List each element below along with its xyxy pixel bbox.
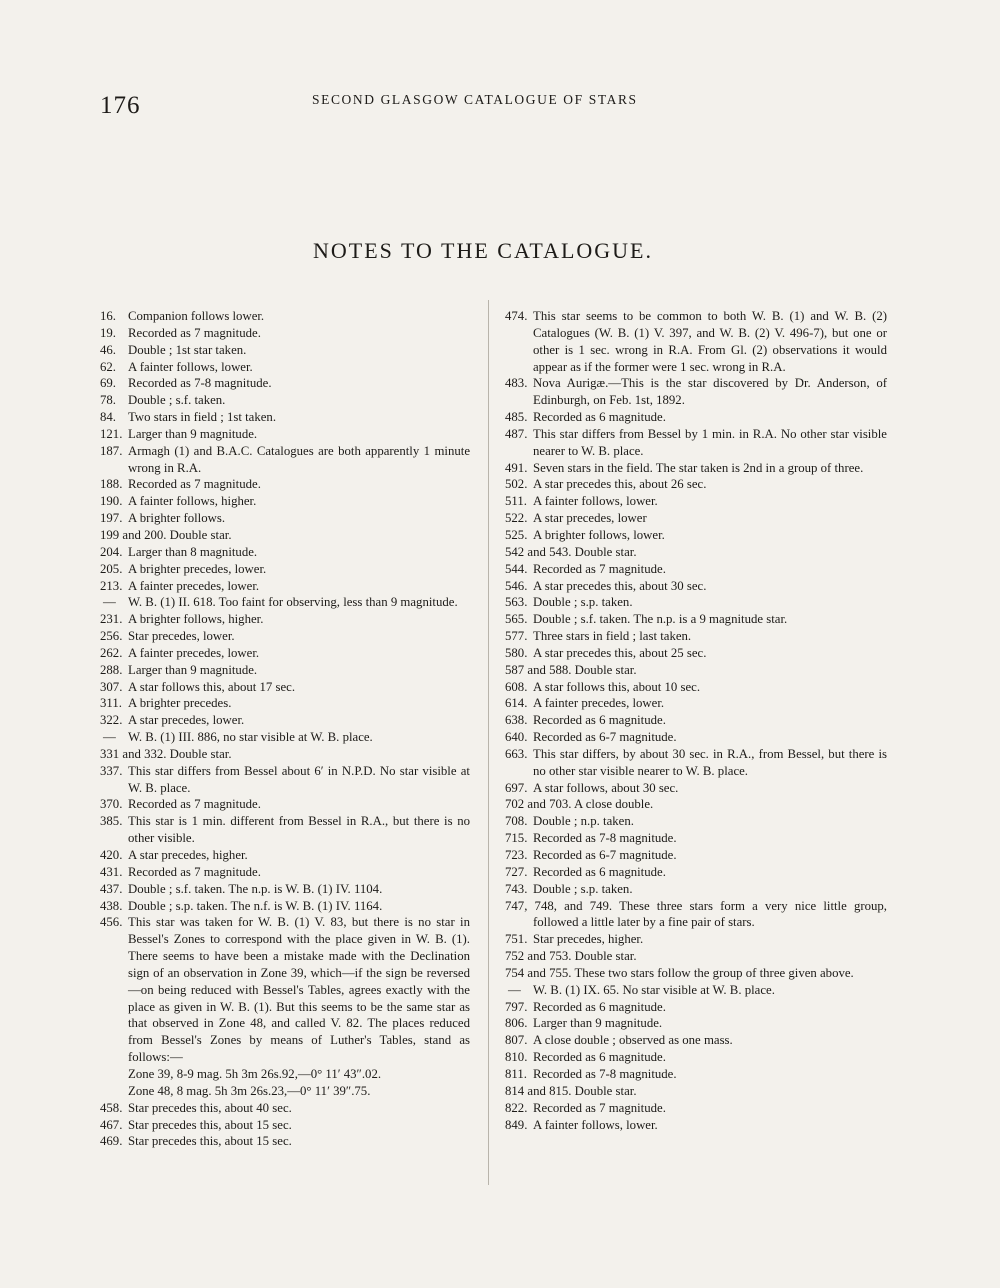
note-entry [100,443,470,477]
note-entry [505,830,887,847]
note-entry [505,611,887,628]
note-number: 256. [100,629,123,644]
note-number: 810. [505,1050,528,1065]
note-entry [505,729,887,746]
note-number: 205. [100,561,123,576]
note-entry [505,426,887,460]
note-entry [505,898,887,932]
note-text: A fainter follows, lower. [533,494,658,509]
note-number: 485. [505,410,528,425]
note-text: Three stars in field ; last taken. [533,629,692,644]
note-number: — [103,730,116,745]
note-entry [505,679,887,696]
note-text: A brighter precedes, lower. [128,561,267,576]
note-entry [100,662,470,679]
note-number: 546. [505,578,528,593]
running-head: SECOND GLASGOW CATALOGUE OF STARS [312,92,638,107]
note-entry [100,611,470,628]
note-entry [100,813,470,847]
note-entry [505,864,887,881]
note-text: Recorded as 7 magnitude. [128,477,261,492]
note-number: 121. [100,426,123,441]
note-entry [100,493,470,510]
note-entry [100,847,470,864]
note-entry [100,594,470,611]
note-entry [505,527,887,544]
note-entry [505,510,887,527]
note-entry [100,679,470,696]
note-number: 187. [100,443,123,458]
note-entry [100,796,470,813]
note-text: Double ; s.f. taken. The n.p. is a 9 magnitude star. [533,612,788,627]
note-text: Two stars in field ; 1st taken. [128,410,277,425]
note-text: A fainter precedes, lower. [128,578,260,593]
note-entry [505,1066,887,1083]
note-number: 849. [505,1117,528,1132]
note-entry [100,476,470,493]
note-text: Recorded as 6 magnitude. [533,864,666,879]
note-text: Recorded as 6-7 magnitude. [533,730,677,745]
note-entry [505,1100,887,1117]
note-number: 751. [505,932,528,947]
note-entry [100,729,470,746]
note-text: Star precedes this, about 15 sec. [128,1117,292,1132]
note-entry [100,1133,470,1150]
note-number: 487. [505,426,528,441]
note-entry [505,881,887,898]
note-entry [505,493,887,510]
note-number: 197. [100,511,123,526]
note-number: 563. [505,595,528,610]
note-text: Nova Aurigæ.—This is the star discovered by Dr. Anderson, of Edinburgh, on Feb. 1st, 1892. [533,376,887,408]
note-entry [505,594,887,611]
note-entry [100,325,470,342]
note-entry [100,695,470,712]
note-text: A fainter follows, higher. [128,494,257,509]
note-number: 78. [100,393,116,408]
note-entry [505,375,887,409]
note-text: A star precedes this, about 30 sec. [533,578,707,593]
note-number: 431. [100,864,123,879]
note-text: Double ; s.f. taken. The n.p. is W. B. (1) IV. 1104. [128,881,383,896]
note-text: Recorded as 6-7 magnitude. [533,848,677,862]
note-text: Double star. [169,527,232,542]
note-text: Double ; n.p. taken. [533,814,634,829]
note-entry [505,712,887,729]
note-number: 580. [505,645,528,660]
note-entry [100,712,470,729]
note-text: A close double. [573,797,654,812]
note-entry [505,1049,887,1066]
note-number: 307. [100,679,123,694]
note-text: Armagh (1) and B.A.C. Catalogues are both apparently 1 minute wrong in R.A. [128,443,470,475]
note-entry [505,999,887,1016]
note-entry [100,628,470,645]
note-text: Recorded as 7 magnitude. [128,325,261,340]
note-number: 807. [505,1033,528,1048]
note-number: 69. [100,376,116,391]
note-text: Double star. [574,544,637,559]
note-text: A star precedes, higher. [128,848,248,862]
note-text: This star differs from Bessel by 1 min. in R.A. No other star visible nearer to W. B. place. [533,426,887,458]
note-text: Recorded as 7-8 magnitude. [533,1066,677,1081]
note-number: 822. [505,1100,528,1115]
note-number: 62. [100,359,116,374]
note-text: Double ; s.f. taken. [128,393,226,408]
note-number: 708. [505,814,528,829]
note-number: 469. [100,1134,123,1149]
note-text: Double star. [574,662,637,677]
note-text: A fainter precedes, lower. [533,696,665,711]
note-entry [505,544,887,561]
note-text: A brighter follows. [128,511,226,526]
note-number: 438. [100,898,123,913]
note-entry [505,1117,887,1134]
note-text: Recorded as 7 magnitude. [533,1100,666,1115]
note-text: Double ; s.p. taken. [533,881,633,896]
note-text: Recorded as 7-8 magnitude. [128,376,272,391]
note-text: Star precedes this, about 40 sec. [128,1100,292,1115]
note-text: A star precedes this, about 25 sec. [533,645,707,660]
note-number: 491. [505,460,528,475]
note-text: Double ; s.p. taken. [533,595,633,610]
note-entry [505,645,887,662]
note-number: 467. [100,1117,123,1132]
note-entry [505,308,887,375]
note-number: 188. [100,477,123,492]
note-number: 213. [100,578,123,593]
note-text: A star follows this, about 10 sec. [533,679,701,694]
note-number: 663. [505,746,528,761]
note-number: 231. [100,612,123,627]
note-text: A star follows this, about 17 sec. [128,679,296,694]
note-number: 577. [505,629,528,644]
note-text: W. B. (1) IX. 65. No star visible at W. B. place. [533,982,775,997]
note-text: Recorded as 6 magnitude. [533,410,666,425]
note-entry [100,763,470,797]
note-text: Recorded as 7-8 magnitude. [533,831,677,846]
note-text: This star is 1 min. different from Bessel in R.A., but there is no other visible. [128,814,470,846]
note-number: 697. [505,780,528,795]
note-entry [100,864,470,881]
note-entry [100,645,470,662]
note-text: Larger than 9 magnitude. [128,662,258,677]
note-text: Recorded as 6 magnitude. [533,713,666,728]
note-number: 565. [505,612,528,627]
page-title: NOTES TO THE CATALOGUE. [312,238,653,263]
note-text: Recorded as 6 magnitude. [533,1050,666,1065]
note-text: A close double ; observed as one mass. [533,1033,733,1048]
note-entry [100,375,470,392]
notes-column-left [100,308,470,1150]
note-number: 814 and 815. [505,1083,572,1098]
note-entry [100,1083,470,1100]
note-entry [100,881,470,898]
note-entry [505,1032,887,1049]
note-text: A brighter precedes. [128,696,232,711]
note-number: — [508,982,521,997]
note-number: 204. [100,544,123,559]
note-number: 437. [100,881,123,896]
note-entry [505,695,887,712]
note-number: 727. [505,864,528,879]
note-entry [100,510,470,527]
note-number: 638. [505,713,528,728]
note-entry [505,476,887,493]
note-entry [505,796,887,813]
note-number: 723. [505,848,528,862]
note-text: A brighter follows, lower. [533,527,665,542]
note-text: Companion follows lower. [128,309,265,323]
note-entry [100,426,470,443]
note-entry [505,1015,887,1032]
note-number: 797. [505,999,528,1014]
note-entry [100,527,470,544]
note-number: 522. [505,511,528,526]
note-text: A star precedes this, about 26 sec. [533,477,707,492]
note-text: W. B. (1) II. 618. Too faint for observing, less than 9 magnitude. [128,595,458,610]
note-text: Recorded as 7 magnitude. [128,864,261,879]
note-text: A fainter follows, lower. [533,1117,658,1132]
note-entry [100,746,470,763]
note-number: 525. [505,527,528,542]
note-text: Recorded as 7 magnitude. [128,797,261,812]
note-entry [100,561,470,578]
note-number: 458. [100,1100,123,1115]
note-number: 754 and 755. [505,965,572,980]
note-entry [100,342,470,359]
note-number: 502. [505,477,528,492]
note-number: 608. [505,679,528,694]
note-entry [505,931,887,948]
note-entry [100,914,470,1066]
note-text: Recorded as 7 magnitude. [533,561,666,576]
note-entry [505,847,887,864]
note-number: 806. [505,1016,528,1031]
note-number: 614. [505,696,528,711]
note-number: 743. [505,881,528,896]
note-entry [100,898,470,915]
note-text: A fainter follows, lower. [128,359,253,374]
note-entry [100,578,470,595]
note-number: 640. [505,730,528,745]
note-entry [100,359,470,376]
note-entry [100,544,470,561]
note-entry [505,628,887,645]
note-text: Seven stars in the field. The star taken is 2nd in a group of three. [533,460,864,475]
note-text: Double star. [574,1083,637,1098]
note-number: 46. [100,342,116,357]
note-entry [100,308,470,325]
note-text: Recorded as 6 magnitude. [533,999,666,1014]
note-text: A fainter precedes, lower. [128,645,260,660]
note-number: 483. [505,376,528,391]
note-text: A star precedes, lower. [128,713,245,728]
note-number: 747, 748, and 749. [505,898,613,913]
page-number: 176 [100,92,141,119]
note-number: 19. [100,325,116,340]
note-text: Zone 48, 8 mag. 5h 3m 26s.23,—0° 11′ 39″.75. [128,1083,371,1098]
note-number: 331 and 332. [100,746,167,761]
note-text: This star differs, by about 30 sec. in R.A., from Bessel, but there is no other star visible nearer to W. B. place. [533,746,887,778]
note-text: This star seems to be common to both W. B. (1) and W. B. (2) Catalogues (W. B. (1) V. 397, and W. B. (2) V. 496-7), but one or other is 1 sec. wrong in R.A. From Gl. (2) observations it would appear as if the former were 1 sec. wrong in R.A. [533,309,887,374]
note-number: 456. [100,915,123,930]
note-entry [505,813,887,830]
note-number: 190. [100,494,123,509]
note-text: Double star. [169,746,232,761]
note-text: This star was taken for W. B. (1) V. 83, but there is no star in Bessel's Zones to correspond with the place given in W. B. (1). There seems to have been a mistake made with the Declination sign of an observation in Zone 39, which—if the sign be reversed—on being reduced with Bessel's Tables, agrees exactly with the place as given in W. B. (1). But this seems to be the same star as that observed in Zone 48, and called V. 82. The places reduced from Bessel's Zones by means of Luther's Tables, stand as follows:— [128,915,470,1065]
note-number: — [103,595,116,610]
note-entry [505,578,887,595]
note-number: 84. [100,410,116,425]
note-text: These three stars form a very nice little group, followed a little later by a fine pair of stars. [533,898,887,930]
note-number: 337. [100,763,123,778]
note-number: 322. [100,713,123,728]
note-text: Double ; s.p. taken. The n.f. is W. B. (1) IV. 1164. [128,898,383,913]
note-text: A star precedes, lower [533,511,647,526]
note-entry [505,982,887,999]
note-number: 370. [100,797,123,812]
note-number: 474. [505,309,528,323]
note-number: 288. [100,662,123,677]
note-number: 262. [100,645,123,660]
note-number: 385. [100,814,123,829]
note-text: Larger than 9 magnitude. [128,426,258,441]
note-text: Star precedes this, about 15 sec. [128,1134,292,1149]
note-number: 587 and 588. [505,662,572,677]
note-number: 511. [505,494,527,509]
note-number: 542 and 543. [505,544,572,559]
note-text: This star differs from Bessel about 6′ in N.P.D. No star visible at W. B. place. [128,763,470,795]
note-entry [100,1100,470,1117]
note-text: Larger than 8 magnitude. [128,544,258,559]
note-entry [100,392,470,409]
column-divider [488,300,489,1185]
note-text: These two stars follow the group of three given above. [574,965,854,980]
note-entry [100,409,470,426]
note-entry [505,409,887,426]
note-entry [100,1117,470,1134]
note-text: A star follows, about 30 sec. [533,780,679,795]
note-number: 702 and 703. [505,797,572,812]
note-entry [505,662,887,679]
notes-column-right [505,308,887,1133]
note-entry [505,965,887,982]
note-entry [505,1083,887,1100]
note-entry [100,1066,470,1083]
note-entry [505,561,887,578]
note-text: Zone 39, 8-9 mag. 5h 3m 26s.92,—0° 11′ 43″.02. [128,1066,382,1081]
note-text: Double ; 1st star taken. [128,342,247,357]
note-number: 752 and 753. [505,949,572,964]
note-number: 715. [505,831,528,846]
note-text: A brighter follows, higher. [128,612,264,627]
note-number: 199 and 200. [100,527,167,542]
note-number: 544. [505,561,528,576]
note-number: 16. [100,309,116,323]
note-text: Larger than 9 magnitude. [533,1016,663,1031]
note-entry [505,746,887,780]
note-entry [505,460,887,477]
note-text: W. B. (1) III. 886, no star visible at W. B. place. [128,730,373,745]
note-number: 311. [100,696,122,711]
note-number: 811. [505,1066,527,1081]
note-number: 420. [100,848,123,862]
note-text: Star precedes, higher. [533,932,644,947]
note-entry [505,780,887,797]
note-text: Star precedes, lower. [128,629,235,644]
note-text: Double star. [574,949,637,964]
note-entry [505,948,887,965]
